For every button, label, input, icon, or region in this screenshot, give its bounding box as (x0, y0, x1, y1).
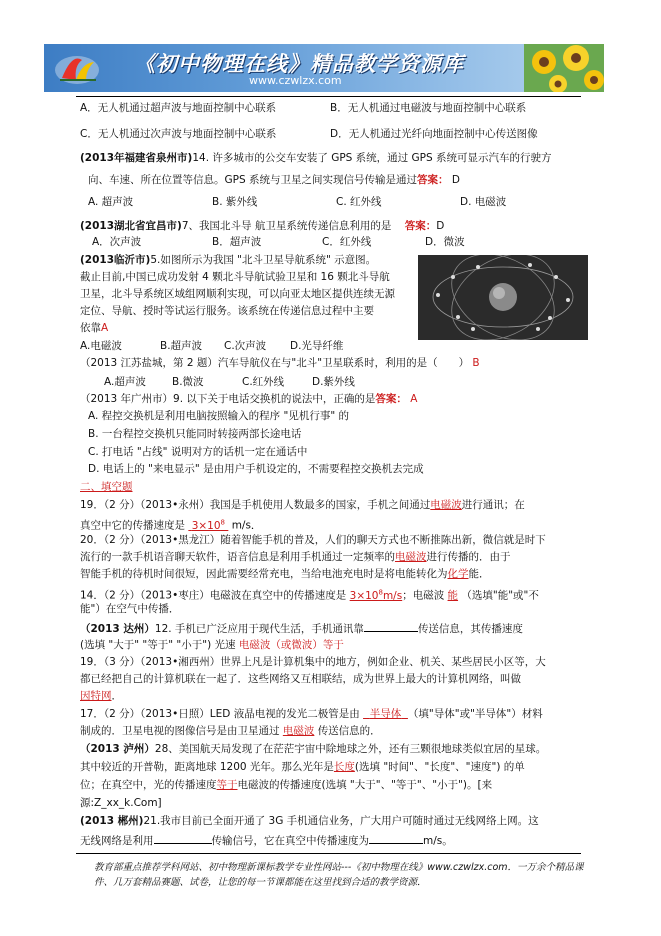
question-text: 真空中它的传播速度是 (80, 519, 185, 532)
question-text: 17．（2 分）（2013•日照）LED 液晶电视的发光二极管是由 (80, 708, 360, 720)
answer-unit: m/s (382, 589, 403, 602)
option-c: C.红外线 (242, 376, 285, 388)
question-text: m/s。 (423, 835, 453, 847)
question-text: 电磁波的传播速度(选填 "大于"、"等于"、"小于")。[来 (237, 779, 493, 791)
answer-blank[interactable] (364, 621, 418, 632)
question-yichang (80, 220, 444, 233)
question-yancheng (80, 357, 480, 370)
fill-question-line (80, 833, 453, 848)
question-text: (选填 "大于" "等于" "小于") 光速 (80, 639, 236, 651)
option-d: D．微波 (425, 236, 465, 248)
answer-exponent: 8 (378, 588, 383, 596)
question-text: 智能手机的待机时间很短，因此需要经常充电，当给电池充电时是将电能转化为 (80, 568, 448, 580)
option-b: B.超声波 (160, 340, 203, 352)
question-guangzhou (80, 393, 417, 406)
option-d: D. 电磁波 (460, 196, 507, 208)
fill-question-xiangxi: 19．（3 分）（2013•湘西州）世界上凡是计算机集中的地方，例如企业、机关、某些居民小区等，大 (80, 656, 546, 668)
option-a: A.电磁波 (80, 340, 122, 352)
question-text-tail: 依靠 (80, 322, 101, 334)
answer-value (363, 708, 408, 720)
answer-value: A (101, 322, 109, 334)
answer-value: 长度 (333, 761, 355, 773)
question-text: 定位、导航、授时等试运行服务。该系统在传递信息过程中主要 (80, 305, 374, 317)
question-text: （填"导体"或"半导体"）材料 (407, 708, 543, 720)
fill-question-line (80, 779, 492, 792)
fill-question-line: 能"）在空气中传播． (80, 603, 180, 615)
question-text: 19．（2 分）（2013•永州）我国是手机使用人数最多的国家，手机之间通过 (80, 499, 431, 511)
answer-base: 3×10 (349, 589, 379, 602)
footer-line-1: 教育部重点推荐学科网站、初中物理新课标教学专业性网站---《初中物理在线》www.czwlzx.com．一万余个精品课 (94, 862, 584, 873)
question-text: 传送信息，其传播速度 (417, 623, 523, 635)
question-text: 14．（2 分）（2013•枣庄）电磁波在真空中的传播速度是 (80, 589, 347, 602)
answer-value: 电磁波 (430, 499, 462, 511)
answer-value (350, 590, 403, 602)
fill-question-line (80, 568, 490, 581)
answer-value: A (410, 393, 418, 405)
answer-label: 答案： (375, 393, 407, 405)
answer-value: 电磁波（或微波）等于 (238, 639, 344, 651)
banner-url[interactable]: www.czwlzx.com (249, 74, 342, 87)
question-text: 传送信息的． (317, 725, 381, 737)
fill-question-yongzhou (80, 499, 525, 512)
question-text: (选填 "时间"、"长度"、"速度") 的单 (354, 761, 525, 773)
option-a: A．无人机通过超声波与地面控制中心联系 (80, 102, 277, 114)
answer-text: 半导体 (369, 708, 402, 720)
question-text: 21.我市目前已全面开通了 3G 手机通信业务，广大用户可随时通过无线网络上网。这 (143, 815, 539, 827)
option-a: A. 程控交换机是利用电脑按照输入的程序 "见机行事" 的 (88, 410, 350, 422)
answer-value: 电磁波 (395, 551, 427, 563)
question-text: 截止目前,中国已成功发射 4 颗北斗导航试验卫星和 16 颗北斗导航 (80, 271, 390, 283)
header-banner (44, 44, 604, 92)
section-heading: 二、填空题 (80, 481, 133, 493)
option-c: C. 红外线 (336, 196, 382, 208)
question-quanzhou (80, 152, 551, 165)
site-logo (52, 48, 102, 88)
fill-question-dazhou (80, 621, 523, 636)
question-text: 制成的．卫星电视的图像信号是由卫星通过 (80, 725, 280, 737)
answer-exponent: 8 (220, 518, 225, 526)
answer-value: 能 (447, 589, 459, 602)
option-a: A．次声波 (92, 236, 142, 248)
option-b: B．超声波 (212, 236, 262, 248)
question-text: 传输信号，它在真空中传播速度为 (211, 835, 369, 847)
question-stem: 14. 许多城市的公交车安装了 GPS 系统，通过 GPS 系统可显示汽车的行驶方 (192, 152, 552, 164)
fill-question-line (80, 639, 344, 652)
option-a: A.超声波 (104, 376, 146, 388)
fill-question-line: 都已经把自己的计算机联在一起了．这些网络又互相联结，成为世界上最大的计算机网络，叫做 (80, 673, 521, 685)
answer-label: 答案： (404, 220, 437, 232)
option-a: A. 超声波 (88, 196, 134, 208)
fill-question-heilongjiang: 20．（2 分）（2013•黑龙江）随着智能手机的普及，人们的聊天方式也不断推陈出新，微信就是时下 (80, 534, 546, 546)
question-text: 进行通讯；在 (461, 499, 525, 511)
option-d: D. 电话上的 "来电显示" 是由用户手机设定的，不需要程控交换机去完成 (88, 463, 424, 475)
question-text: 位；在真空中，光的传播速度 (80, 779, 217, 791)
option-d: D.光导纤维 (290, 340, 344, 352)
answer-value: 因特网 (80, 690, 112, 702)
fill-question-line (80, 516, 261, 533)
option-c: C. 打电话 "占线" 说明对方的话机一定在通话中 (88, 446, 308, 458)
question-text: ；电磁波 (402, 589, 445, 602)
question-stem: 5.如图所示为我国 "北斗卫星导航系统" 示意图。 (150, 254, 377, 266)
option-c: C．红外线 (322, 236, 372, 248)
question-stem-cont (88, 174, 460, 187)
question-stem: 7、我国北斗导 航卫星系统传递信息利用的是 (181, 220, 392, 232)
question-linyi (80, 254, 376, 267)
fill-question-line: 源:Z_xx_k.Com] (80, 797, 162, 809)
question-text: 12. 手机已广泛应用于现代生活，手机通讯靠 (154, 623, 364, 635)
fill-question-zaozhuang (80, 586, 539, 603)
fill-question-line (80, 761, 525, 774)
question-source: （2013 达州） (80, 623, 155, 635)
option-c: C.次声波 (224, 340, 267, 352)
answer-value: B (472, 357, 480, 369)
satellite-diagram (418, 255, 588, 340)
question-source: (2013年福建省泉州市) (80, 152, 193, 164)
answer-value: 化学 (447, 568, 469, 580)
question-source: (2013临沂市) (80, 254, 151, 266)
fill-question-rizhao (80, 708, 543, 721)
answer-label: 答案： (416, 174, 449, 186)
answer-value (188, 520, 228, 532)
fill-question-line (80, 725, 381, 738)
option-b: B. 紫外线 (212, 196, 258, 208)
answer-base: 3×10 (191, 519, 221, 532)
question-source: (2013 郴州) (80, 815, 144, 827)
answer-blank[interactable] (369, 833, 423, 844)
question-text: 28、美国航天局发现了在茫茫宇宙中除地球之外，还有三颗很地球类似宜居的星球。 (154, 743, 547, 755)
header-rule (76, 96, 581, 97)
question-text: 卫星，北斗导系统区域组网顺利实现，可以向亚太地区提供连续无源 (80, 288, 395, 300)
option-d: D.紫外线 (312, 376, 355, 388)
question-text: ． (111, 690, 122, 702)
question-stem-line2: 向、车速、所在位置等信息。GPS 系统与卫星之间实现信号传输是通过 (88, 174, 417, 186)
answer-value: 电磁波 (282, 725, 315, 737)
footer-rule (76, 853, 581, 854)
question-text: （选填"能"或"不 (461, 589, 539, 602)
banner-title: 《初中物理在线》精品教学资源库 (134, 51, 464, 76)
option-d: D．无人机通过光纤向地面控制中心传送图像 (330, 128, 538, 140)
question-text: 无线网络是利用 (80, 835, 154, 847)
option-c: C．无人机通过次声波与地面控制中心联系 (80, 128, 277, 140)
question-stem: （2013 江苏盐城，第 2 题）汽车导航仪在与"北斗"卫星联系时，利用的是（ ） (80, 357, 470, 369)
answer-value: 等于 (216, 779, 238, 791)
option-b: B. 一台程控交换机只能同时转接两部长途电话 (88, 428, 302, 440)
question-unit: m/s． (231, 519, 262, 532)
question-stem: （2013 年广州市）9. 以下关于电话交换机的说法中，正确的是 (80, 393, 376, 405)
fill-question-line (80, 551, 511, 564)
fill-question-chenzhou (80, 815, 539, 828)
question-text: 流行的一款手机语音聊天软件，语音信息是利用手机通过一定频率的 (80, 551, 395, 563)
question-text: 进行传播的．由于 (426, 551, 511, 563)
fill-question-line (80, 690, 122, 703)
answer-value: D (436, 220, 445, 232)
question-text (80, 322, 108, 335)
option-b: B．无人机通过电磁波与地面控制中心联系 (330, 102, 527, 114)
footer-line-2: 件、几万套精品赛题、试卷，让您的每一节课都能在这里找到合适的教学资源． (94, 877, 427, 888)
question-text: 其中较近的开普勒，距离地球 1200 光年。那么光年是 (80, 761, 334, 773)
option-b: B.微波 (172, 376, 204, 388)
question-text: 能． (468, 568, 490, 580)
question-source: （2013 泸州） (80, 743, 155, 755)
answer-blank[interactable] (154, 833, 212, 844)
fill-question-luzhou (80, 743, 546, 756)
sunflower-image (524, 44, 604, 92)
answer-value: D (451, 174, 460, 186)
question-source: (2013湖北省宜昌市) (80, 220, 182, 232)
